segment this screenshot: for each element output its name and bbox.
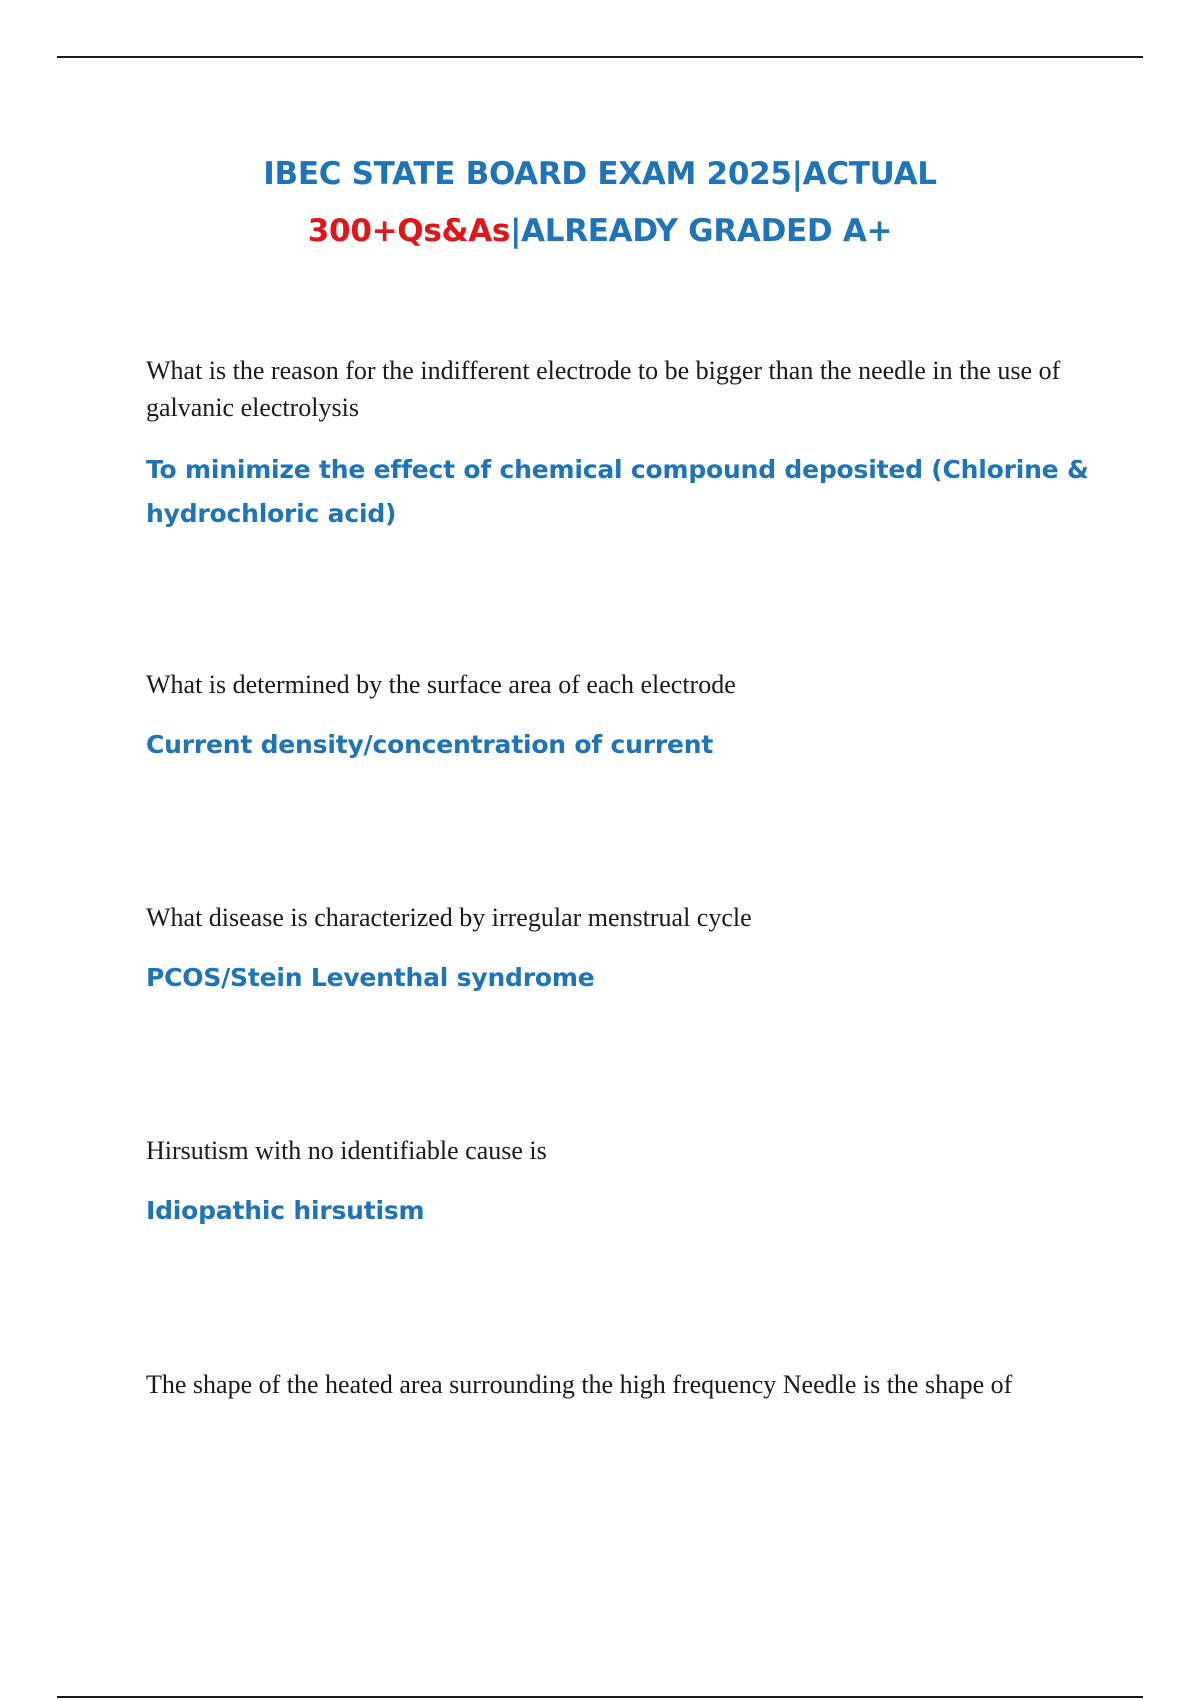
- title-highlight: 300+Qs&As: [307, 213, 511, 249]
- title-line-1: IBEC STATE BOARD EXAM 2025|ACTUAL: [263, 156, 937, 192]
- question-text: What is determined by the surface area of each electrode: [146, 670, 736, 699]
- qa-item: [146, 1132, 1096, 1233]
- answer-text: To minimize the effect of chemical compound deposited (Chlorine & hydrochloric acid): [146, 455, 1089, 528]
- title-line-2: [0, 203, 1200, 260]
- document-title: [0, 146, 1200, 260]
- bottom-rule: [57, 1696, 1143, 1698]
- top-rule: [57, 56, 1143, 58]
- answer-text: Current density/concentration of current: [146, 730, 714, 759]
- question-text: What disease is characterized by irregular menstrual cycle: [146, 903, 752, 932]
- question-text: Hirsutism with no identifiable cause is: [146, 1136, 547, 1165]
- question-text: The shape of the heated area surrounding the high frequency Needle is the shape of: [146, 1370, 1013, 1399]
- answer-text: Idiopathic hirsutism: [146, 1196, 425, 1225]
- qa-item: [146, 899, 1096, 1000]
- answer-text: PCOS/Stein Leventhal syndrome: [146, 963, 595, 992]
- question-text: What is the reason for the indifferent electrode to be bigger than the needle in the use of galvanic electrolysis: [146, 356, 1061, 422]
- qa-item: [146, 352, 1096, 536]
- title-line-2-rest: |ALREADY GRADED A+: [510, 213, 893, 249]
- qa-item: [146, 666, 1096, 767]
- qa-item: [146, 1366, 1096, 1403]
